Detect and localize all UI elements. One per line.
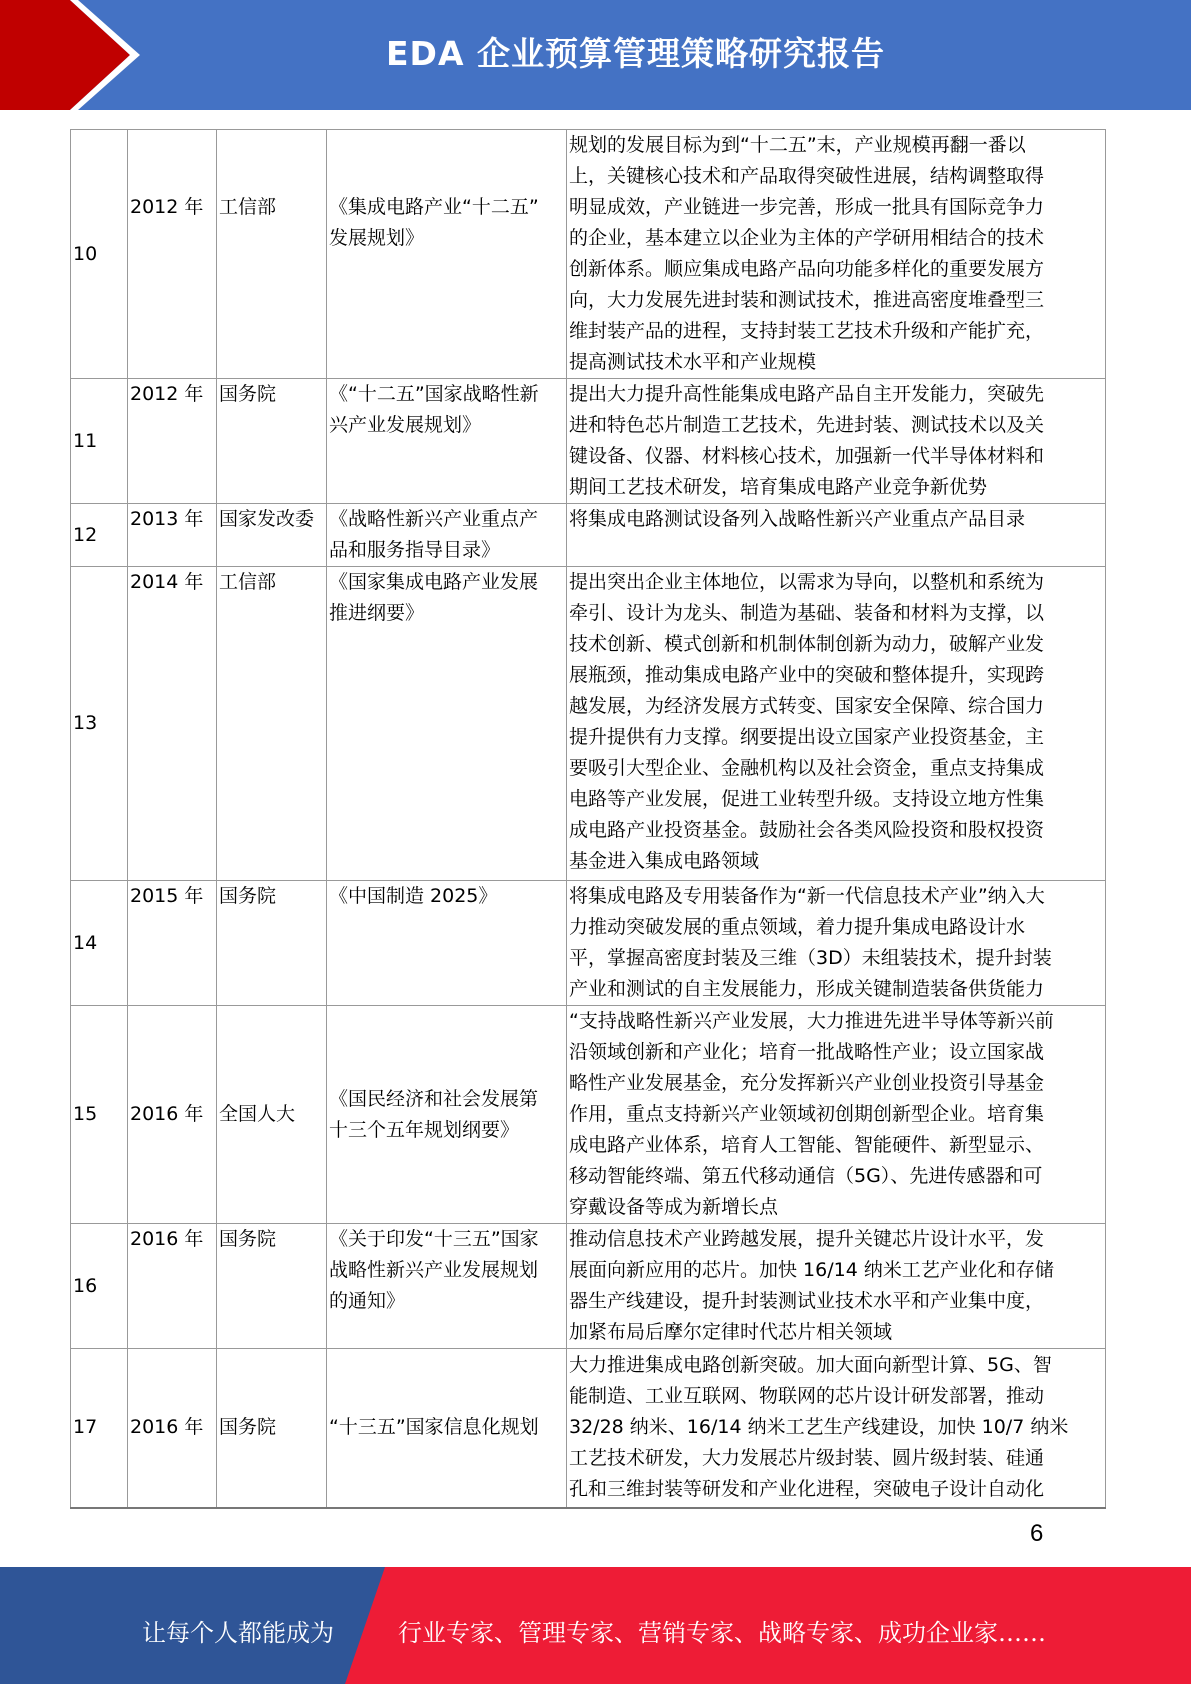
cell-year: 2016 年 — [128, 1224, 217, 1349]
cell-content: 提出突出企业主体地位，以需求为导向，以整机和系统为 牵引、设计为龙头、制造为基础、装备和材料为支撑，以 技术创新、模式创新和机制体制创新为动力，破解产业发 展瓶颈，推动集成电路产业中的突破和整体提升，实现跨 越发展，为经济发展方式转变、国家安全保障、综合国力 提升提供有力支撑。纲要提出设立国家产业投资基金，主 要吸引大型企业、金融机构以及社会资金，重点支持集成 电路等产业发展，促进工业转型升级。支持设立地方性集 成电路产业投资基金。鼓励社会各类风险投资和股权投资 基金进入集成电路领域 — [567, 567, 1106, 881]
cell-content: 将集成电路测试设备列入战略性新兴产业重点产品目录 — [567, 504, 1106, 567]
cell-dept: 国务院 — [217, 1224, 327, 1349]
cell-dept: 国务院 — [217, 379, 327, 504]
report-title: EDA 企业预算管理策略研究报告 — [386, 34, 885, 73]
cell-no: 16 — [71, 1224, 128, 1349]
table-row — [71, 379, 1106, 504]
cell-no: 13 — [71, 567, 128, 881]
policy-table — [70, 129, 1106, 1509]
cell-year: 2014 年 — [128, 567, 217, 881]
cell-policy: 《国民经济和社会发展第 十三个五年规划纲要》 — [327, 1006, 567, 1224]
cell-policy: “十三五”国家信息化规划 — [327, 1349, 567, 1508]
page-number: 6 — [1030, 1520, 1044, 1547]
cell-policy: 《“十二五”国家战略性新 兴产业发展规划》 — [327, 379, 567, 504]
table-row — [71, 1349, 1106, 1508]
cell-year: 2016 年 — [128, 1349, 217, 1508]
table-row — [71, 881, 1106, 1006]
cell-year: 2015 年 — [128, 881, 217, 1006]
cell-no: 11 — [71, 379, 128, 504]
cell-dept: 全国人大 — [217, 1006, 327, 1224]
cell-policy: 《集成电路产业“十二五” 发展规划》 — [327, 130, 567, 379]
cell-dept: 国务院 — [217, 881, 327, 1006]
cell-content: “支持战略性新兴产业发展，大力推进先进半导体等新兴前 沿领域创新和产业化；培育一批战略性产业；设立国家战 略性产业发展基金，充分发挥新兴产业创业投资引导基金 作用，重点支持新兴产业领域初创期创新型企业。培育集 成电路产业体系，培育人工智能、智能硬件、新型显示、 移动智能终端、第五代移动通信（5G）、先进传感器和可 穿戴设备等成为新增长点 — [567, 1006, 1106, 1224]
cell-no: 17 — [71, 1349, 128, 1508]
cell-policy: 《中国制造 2025》 — [327, 881, 567, 1006]
table-row — [71, 130, 1106, 379]
cell-policy: 《国家集成电路产业发展 推进纲要》 — [327, 567, 567, 881]
cell-content: 大力推进集成电路创新突破。加大面向新型计算、5G、智 能制造、工业互联网、物联网的芯片设计研发部署，推动 32/28 纳米、16/14 纳米工艺生产线建设，加快 10/7 纳米 工艺技术研发，大力发展芯片级封装、圆片级封装、硅通 孔和三维封装等研发和产业化进程，突破电子设计自动化 — [567, 1349, 1106, 1508]
cell-content: 将集成电路及专用装备作为“新一代信息技术产业”纳入大 力推动突破发展的重点领域，着力提升集成电路设计水 平，掌握高密度封装及三维（3D）未组装技术，提升封装 产业和测试的自主发展能力，形成关键制造装备供货能力 — [567, 881, 1106, 1006]
cell-content: 推动信息技术产业跨越发展，提升关键芯片设计水平，发 展面向新应用的芯片。加快 16/14 纳米工艺产业化和存储 器生产线建设，提升封装测试业技术水平和产业集中度， 加紧布局后摩尔定律时代芯片相关领域 — [567, 1224, 1106, 1349]
table-row — [71, 1224, 1106, 1349]
cell-dept: 国务院 — [217, 1349, 327, 1508]
table-row — [71, 1006, 1106, 1224]
page-footer — [0, 1567, 1191, 1684]
cell-no: 12 — [71, 504, 128, 567]
footer-slogan-right: 行业专家、管理专家、营销专家、战略专家、成功企业家…… — [398, 1619, 1046, 1647]
cell-dept: 工信部 — [217, 567, 327, 881]
cell-content: 规划的发展目标为到“十二五”末，产业规模再翻一番以 上，关键核心技术和产品取得突破性进展，结构调整取得 明显成效，产业链进一步完善，形成一批具有国际竞争力 的企业，基本建立以企业为主体的产学研用相结合的技术 创新体系。顺应集成电路产品向功能多样化的重要发展方 向，大力发展先进封装和测试技术，推进高密度堆叠型三 维封装产品的进程，支持封装工艺技术升级和产能扩充， 提高测试技术水平和产业规模 — [567, 130, 1106, 379]
cell-dept: 工信部 — [217, 130, 327, 379]
page-header — [0, 0, 1191, 110]
cell-no: 10 — [71, 130, 128, 379]
cell-no: 14 — [71, 881, 128, 1006]
cell-year: 2016 年 — [128, 1006, 217, 1224]
cell-policy: 《战略性新兴产业重点产 品和服务指导目录》 — [327, 504, 567, 567]
footer-slogan-left: 让每个人都能成为 — [142, 1619, 334, 1647]
cell-content: 提出大力提升高性能集成电路产品自主开发能力，突破先 进和特色芯片制造工艺技术，先进封装、测试技术以及关 键设备、仪器、材料核心技术，加强新一代半导体材料和 期间工艺技术研发，培育集成电路产业竞争新优势 — [567, 379, 1106, 504]
table-row — [71, 504, 1106, 567]
cell-year: 2013 年 — [128, 504, 217, 567]
table-row — [71, 567, 1106, 881]
cell-year: 2012 年 — [128, 379, 217, 504]
cell-year: 2012 年 — [128, 130, 217, 379]
cell-no: 15 — [71, 1006, 128, 1224]
cell-dept: 国家发改委 — [217, 504, 327, 567]
cell-policy: 《关于印发“十三五”国家 战略性新兴产业发展规划 的通知》 — [327, 1224, 567, 1349]
